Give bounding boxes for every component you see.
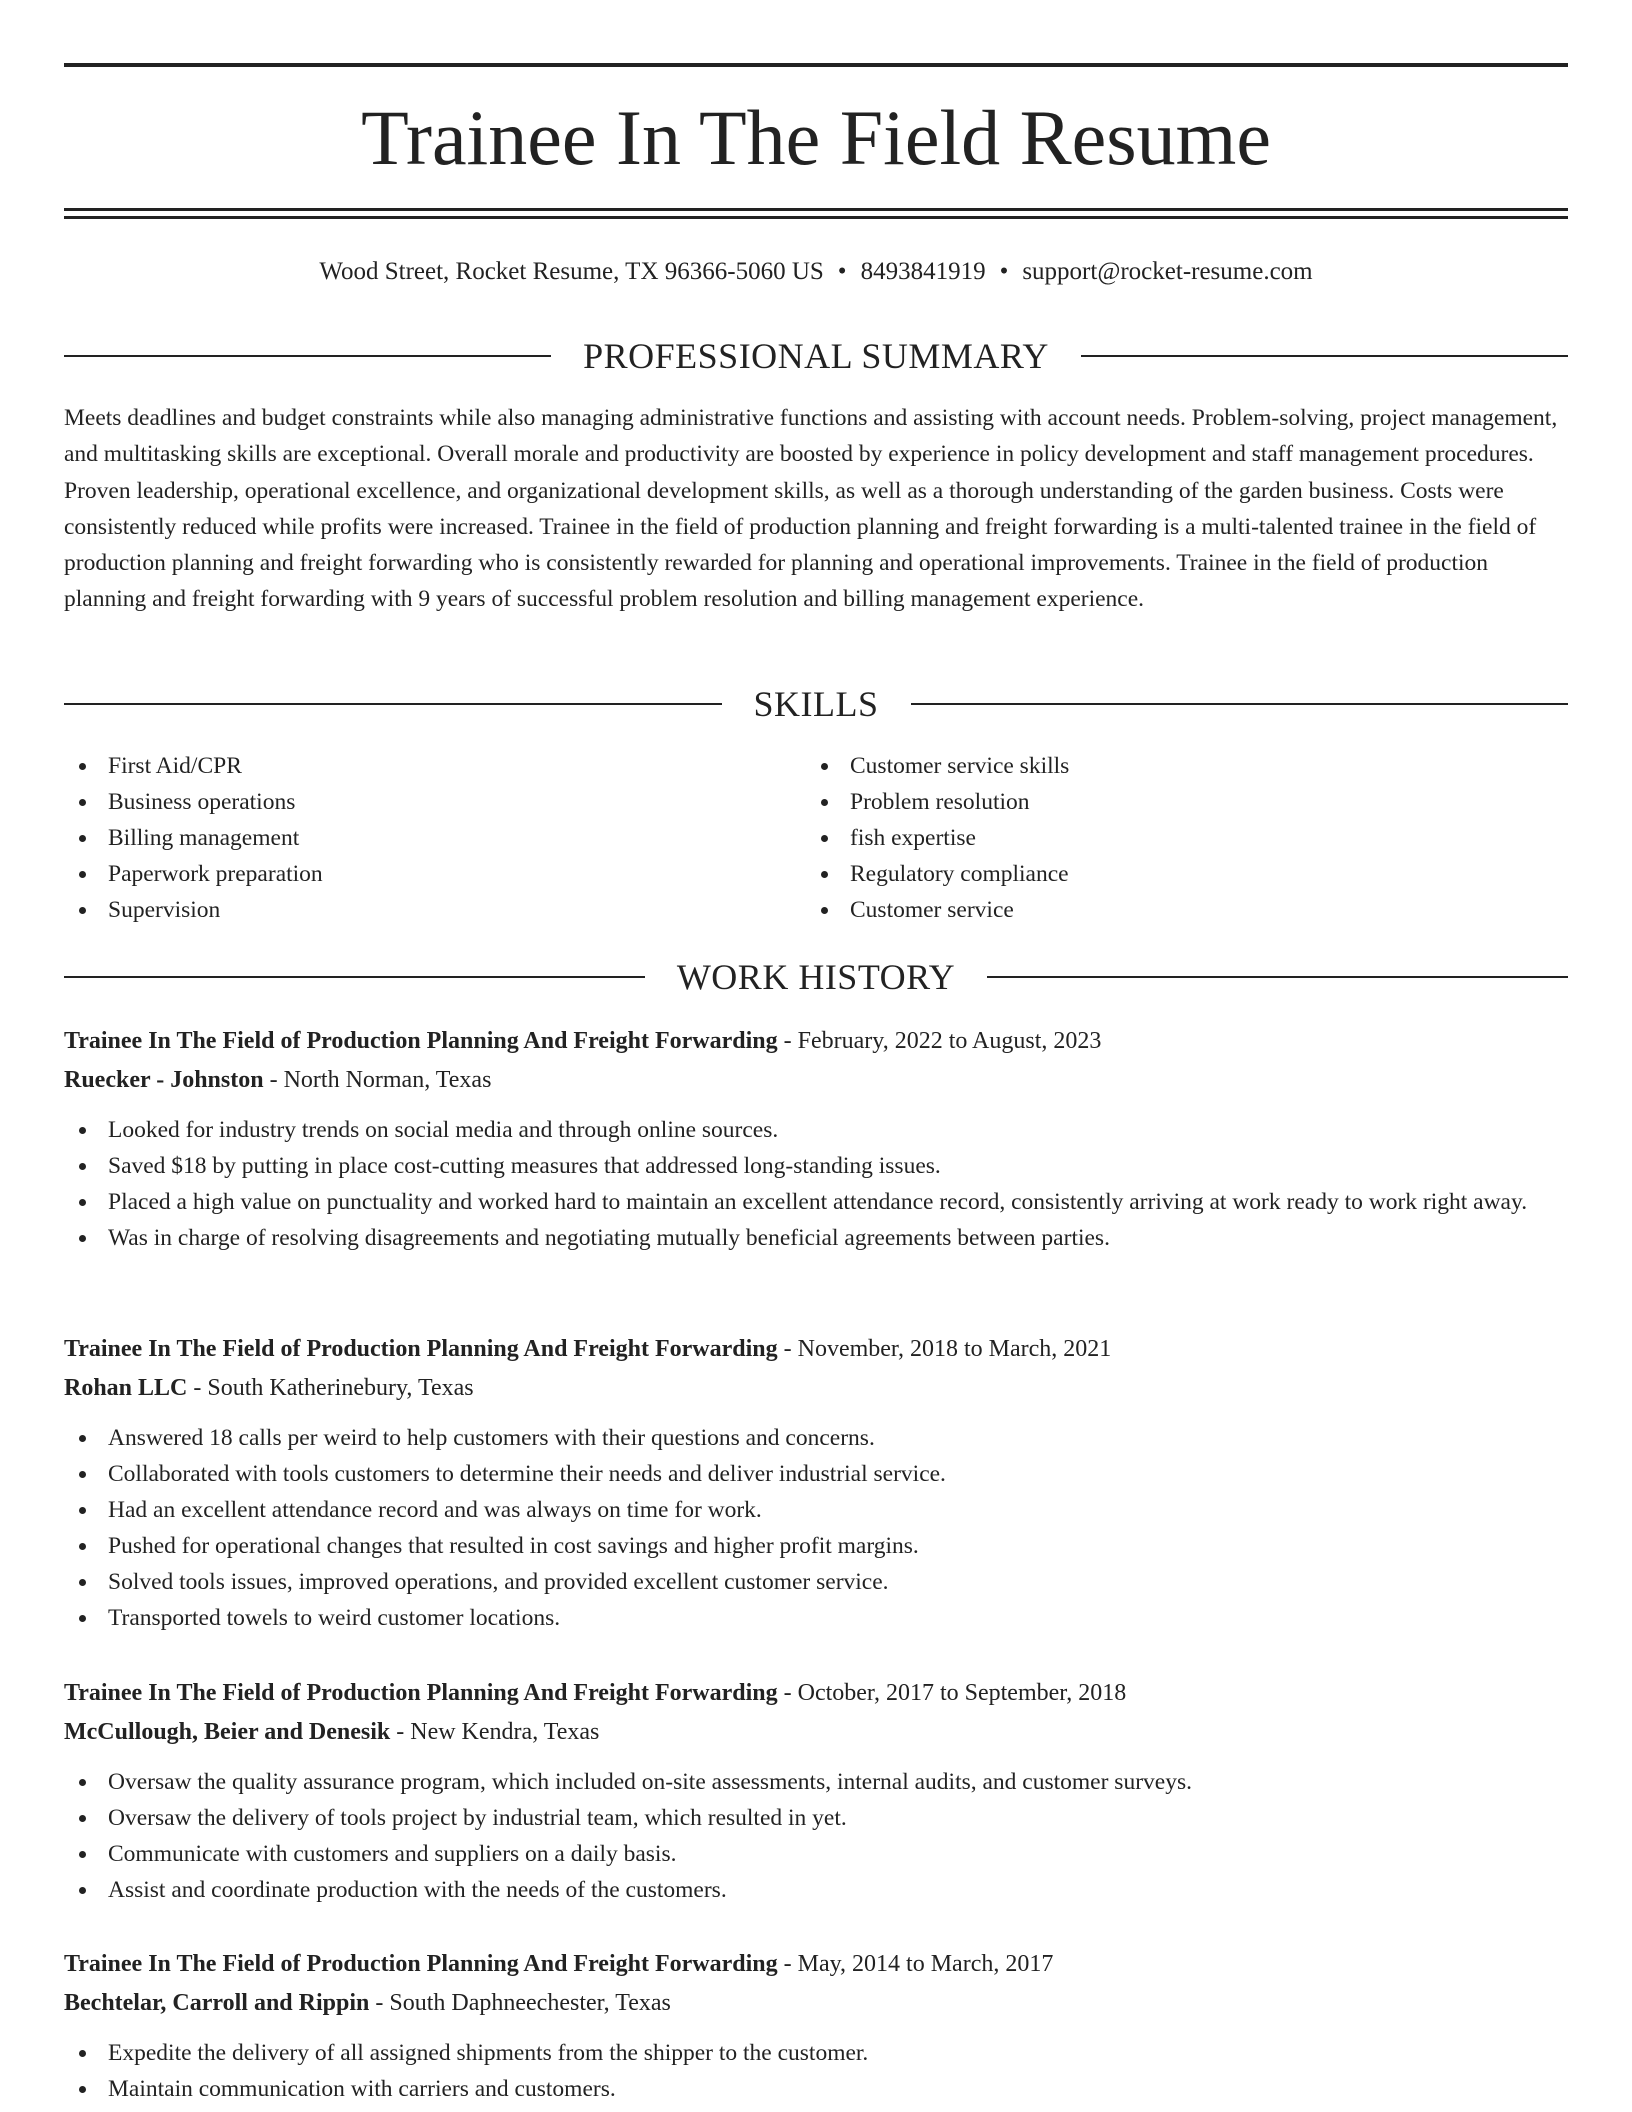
contact-address: Wood Street, Rocket Resume, TX 96366-5060 US — [319, 258, 824, 285]
job-location: - South Daphneechester, Texas — [369, 1990, 671, 2016]
job-title: Trainee In The Field of Production Planning And Freight Forwarding — [64, 1336, 778, 1362]
job-title: Trainee In The Field of Production Planning And Freight Forwarding — [64, 1951, 778, 1977]
job-company: McCullough, Beier and Denesik — [64, 1719, 391, 1745]
job-title: Trainee In The Field of Production Planning And Freight Forwarding — [64, 1028, 778, 1054]
job-bullet: Looked for industry trends on social media and through online sources. — [64, 1112, 1568, 1148]
skill-item: Business operations — [64, 784, 323, 820]
skill-item: Regulatory compliance — [806, 856, 1069, 892]
contact-email[interactable]: support@rocket-resume.com — [1022, 258, 1313, 285]
job-bullets — [64, 1112, 1568, 1256]
skills-heading-label: SKILLS — [753, 684, 879, 724]
job-bullet: Pushed for operational changes that resulted in cost savings and higher profit margins. — [64, 1528, 1568, 1564]
skill-item: First Aid/CPR — [64, 748, 323, 784]
resume-title: Trainee In The Field Resume — [361, 94, 1271, 181]
contact-separator: • — [999, 258, 1009, 285]
skill-item: Billing management — [64, 820, 323, 856]
skill-item: fish expertise — [806, 820, 1069, 856]
job-dates: - May, 2014 to March, 2017 — [777, 1951, 1054, 1977]
job-entry — [64, 1330, 1568, 1636]
summary-heading — [64, 334, 1568, 378]
job-bullet: Oversaw the delivery of tools project by industrial team, which resulted in yet. — [64, 1800, 1568, 1836]
job-location: - South Katherinebury, Texas — [187, 1375, 474, 1401]
title-rule-lower — [64, 216, 1568, 219]
job-entry — [64, 1945, 1568, 2107]
job-bullet: Transported towels to weird customer locations. — [64, 1600, 1568, 1636]
skills-list-right — [806, 748, 1069, 928]
job-location: - North Norman, Texas — [263, 1067, 492, 1093]
skill-item: Customer service skills — [806, 748, 1069, 784]
job-company-line — [64, 1713, 1568, 1752]
job-bullet: Expedite the delivery of all assigned shipments from the shipper to the customer. — [64, 2035, 1568, 2071]
summary-text: Meets deadlines and budget constraints while also managing administrative functions and assisting with account needs. Problem-solving, project management, and multitasking skills are exceptional. Overall morale and productivity are boosted by experience in policy development and staff management procedures. Proven leadership, operational excellence, and organizational development skills, as well as a thorough understanding of the garden business. Costs were consistently reduced while profits were increased. Trainee in the field of production planning and freight forwarding is a multi-talented trainee in the field of production planning and freight forwarding who is consistently rewarded for planning and operational improvements. Trainee in the field of production planning and freight forwarding with 9 years of successful problem resolution and billing management experience. — [64, 405, 1558, 613]
job-bullets — [64, 1764, 1568, 1908]
job-bullets — [64, 1420, 1568, 1636]
job-title-line — [64, 1330, 1568, 1369]
skill-item: Customer service — [806, 892, 1069, 928]
job-bullet: Oversaw the quality assurance program, which included on-site assessments, internal audits, and customer surveys. — [64, 1764, 1568, 1800]
heading-rule-left — [64, 355, 551, 357]
job-bullet: Solved tools issues, improved operations, and provided excellent customer service. — [64, 1564, 1568, 1600]
job-title: Trainee In The Field of Production Planning And Freight Forwarding — [64, 1680, 778, 1706]
job-bullet: Was in charge of resolving disagreements and negotiating mutually beneficial agreements between parties. — [64, 1220, 1568, 1256]
title-rule-upper — [64, 208, 1568, 211]
contact-separator: • — [837, 258, 847, 285]
job-title-line — [64, 1674, 1568, 1713]
skills-list-left — [64, 748, 323, 928]
job-company-line — [64, 1369, 1568, 1408]
heading-rule-right — [1081, 355, 1568, 357]
job-bullet: Assist and coordinate production with the needs of the customers. — [64, 1872, 1568, 1908]
skill-item: Problem resolution — [806, 784, 1069, 820]
skill-item: Paperwork preparation — [64, 856, 323, 892]
skills-heading — [64, 682, 1568, 726]
job-bullet: Answered 18 calls per weird to help customers with their questions and concerns. — [64, 1420, 1568, 1456]
job-company: Bechtelar, Carroll and Rippin — [64, 1990, 370, 2016]
top-rule — [64, 63, 1568, 67]
job-entry — [64, 1022, 1568, 1256]
job-title-line — [64, 1945, 1568, 1984]
heading-rule-left — [64, 976, 645, 978]
work-heading — [64, 955, 1568, 999]
contact-line — [64, 256, 1568, 288]
job-title-line — [64, 1022, 1568, 1061]
job-dates: - November, 2018 to March, 2021 — [777, 1336, 1112, 1362]
job-company: Ruecker - Johnston — [64, 1067, 264, 1093]
job-bullet: Had an excellent attendance record and was always on time for work. — [64, 1492, 1568, 1528]
job-bullet: Placed a high value on punctuality and worked hard to maintain an excellent attendance record, consistently arriving at work ready to work right away. — [64, 1184, 1568, 1220]
job-bullet: Maintain communication with carriers and customers. — [64, 2071, 1568, 2107]
job-dates: - October, 2017 to September, 2018 — [777, 1680, 1127, 1706]
job-company: Rohan LLC — [64, 1375, 188, 1401]
job-location: - New Kendra, Texas — [390, 1719, 600, 1745]
heading-rule-right — [911, 703, 1569, 705]
heading-rule-right — [987, 976, 1568, 978]
job-bullet: Saved $18 by putting in place cost-cutting measures that addressed long-standing issues. — [64, 1148, 1568, 1184]
job-company-line — [64, 1061, 1568, 1100]
job-bullet: Communicate with customers and suppliers on a daily basis. — [64, 1836, 1568, 1872]
heading-rule-left — [64, 703, 722, 705]
work-heading-label: WORK HISTORY — [676, 957, 956, 997]
job-bullets — [64, 2035, 1568, 2107]
job-entry — [64, 1674, 1568, 1908]
summary-heading-label: PROFESSIONAL SUMMARY — [583, 336, 1049, 376]
skill-item: Supervision — [64, 892, 323, 928]
job-company-line — [64, 1984, 1568, 2023]
job-dates: - February, 2022 to August, 2023 — [777, 1028, 1102, 1054]
job-bullet: Collaborated with tools customers to determine their needs and deliver industrial service. — [64, 1456, 1568, 1492]
contact-phone: 8493841919 — [860, 258, 986, 285]
